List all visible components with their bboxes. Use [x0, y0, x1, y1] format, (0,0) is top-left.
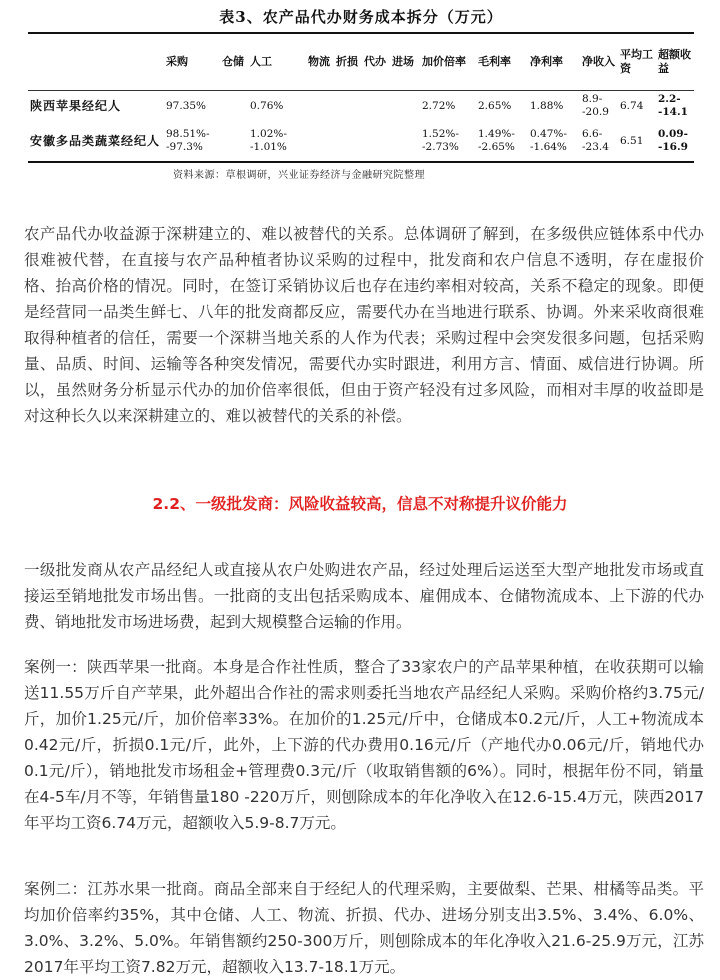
table-cell — [362, 121, 390, 162]
header-cell: 加价倍率 — [420, 34, 476, 91]
table-cell: 0.47%--1.64% — [528, 121, 580, 162]
header-cell: 折损 — [334, 34, 362, 91]
table-source-note: 资料来源：草根调研，兴业证券经济与金融研究院整理 — [173, 170, 425, 181]
table-cell: 97.35% — [166, 99, 207, 112]
header-cell: 采购 — [164, 34, 220, 91]
table-cell: 6.6--23.4 — [580, 121, 618, 162]
table-cell: 6.51 — [618, 121, 656, 162]
table-cell: 98.51%--97.3% — [164, 121, 220, 162]
paragraph-case-one: 案例一：陕西苹果一批商。本身是合作社性质，整合了33家农户的产品苹果种植，在收获期可以输送11.55万斤自产苹果，此外超出合作社的需求则委托当地农产品经纪人采购。采购价格约3.75元/斤，加价1.25元/斤，加价倍率33%。在加价的1.25元/斤中，仓储成本0.2元/斤，人工+物流成本0.42元/斤，折损0.1元/斤，此外，上下游的代办费用0.16元/斤（产地代办0.06元/斤，销地代办0.1元/斤），销地批发市场租金+管理费0.3元/斤（收取销售额的6%）。同时，根据年份不同，销量在4-5车/月不等，年销售量180 -220万斤，则刨除成本的年化净收入在12.6-15.4万元，陕西2017年平均工资6.74万元，超额收入5.9-8.7万元。 — [24, 658, 704, 832]
table-cell: 1.88% — [530, 99, 564, 112]
table-cell: 0.09--16.9 — [656, 121, 694, 162]
row-label: 安徽多品类蔬菜经纪人 — [28, 121, 164, 162]
header-cell: 净利率 — [528, 34, 580, 91]
table-cell — [334, 121, 362, 162]
table-cell: 1.02%--1.01% — [248, 121, 306, 162]
paragraph-agent-relationship: 农产品代办收益源于深耕建立的、难以被替代的关系。总体调研了解到，在多级供应链体系中代办很难被代替，在直接与农产品种植者协议采购的过程中，批发商和农户信息不透明，存在虚报价格、抬高价格的情况。同时，在签订采销协议后也存在违约率相对较高，关系不稳定的现象。即便是经营同一品类生鲜七、八年的批发商都反应，需要代办在当地进行联系、协调。外来采收商很难取得种植者的信任，需要一个深耕当地关系的人作为代表；采购过程中会突发很多问题，包括采购量、品质、时间、运输等各种突发情况，需要代办实时跟进，利用方言、情面、威信进行协调。所以，虽然财务分析显示代办的加价倍率很低，但由于资产轻没有过多风险，而相对丰厚的收益即是对这种长久以来深耕建立的、难以被替代的关系的补偿。 — [24, 225, 704, 425]
table-cell — [390, 91, 420, 122]
table-cell: 1.52%--2.73% — [420, 121, 476, 162]
table-cell — [362, 91, 390, 122]
table-cell: 8.9--20.9 — [582, 93, 609, 118]
table-title: 表3、农产品代办财务成本拆分（万元） — [219, 8, 503, 26]
cost-breakdown-table — [28, 34, 694, 163]
table-cell: 0.76% — [250, 99, 284, 112]
table-row — [28, 121, 694, 162]
table-row — [28, 91, 694, 122]
table-cell — [390, 121, 420, 162]
paragraph-case-two: 案例二：江苏水果一批商。商品全部来自于经纪人的代理采购，主要做梨、芒果、柑橘等品类。平均加价倍率约35%，其中仓储、人工、物流、折损、代办、进场分别支出3.5%、3.4%、6.0%、3.0%、3.2%、5.0%。年销售额约250-300万斤，则刨除成本的年化净收入21.6-25.9万元，江苏2017年平均工资7.82万元，超额收入13.7-18.1万元。 — [24, 880, 704, 976]
header-cell: 净收入 — [580, 34, 618, 91]
header-cell: 物流 — [306, 34, 334, 91]
header-cell: 进场 — [390, 34, 420, 91]
header-cell: 代办 — [362, 34, 390, 91]
header-cell — [28, 34, 164, 91]
table-cell: 1.49%--2.65% — [476, 121, 528, 162]
section-heading: 2.2、一级批发商：风险收益较高，信息不对称提升议价能力 — [152, 495, 568, 513]
table-cell: 2.72% — [422, 99, 456, 112]
table-header-row — [28, 34, 694, 91]
table-cell: 2.65% — [478, 99, 512, 112]
table-cell — [220, 121, 248, 162]
paragraph-wholesaler-intro: 一级批发商从农产品经纪人或直接从农户处购进农产品，经过处理后运送至大型产地批发市场或直接运至销地批发市场出售。一批商的支出包括采购成本、雇佣成本、仓储物流成本、上下游的代办费、销地批发市场进场费，起到大规模整合运输的作用。 — [24, 561, 704, 631]
cost-table-figure — [28, 6, 694, 181]
header-cell: 超额收益 — [656, 34, 694, 91]
header-cell: 仓储 — [220, 34, 248, 91]
table-cell — [306, 91, 334, 122]
header-cell: 人工 — [248, 34, 306, 91]
table-cell: 6.74 — [620, 99, 644, 112]
table-cell — [334, 91, 362, 122]
header-cell: 平均工资 — [618, 34, 656, 91]
table-cell — [306, 121, 334, 162]
table-cell: 2.2--14.1 — [658, 93, 688, 118]
row-label: 陕西苹果经纪人 — [30, 99, 122, 113]
header-cell: 毛利率 — [476, 34, 528, 91]
table-cell — [220, 91, 248, 122]
